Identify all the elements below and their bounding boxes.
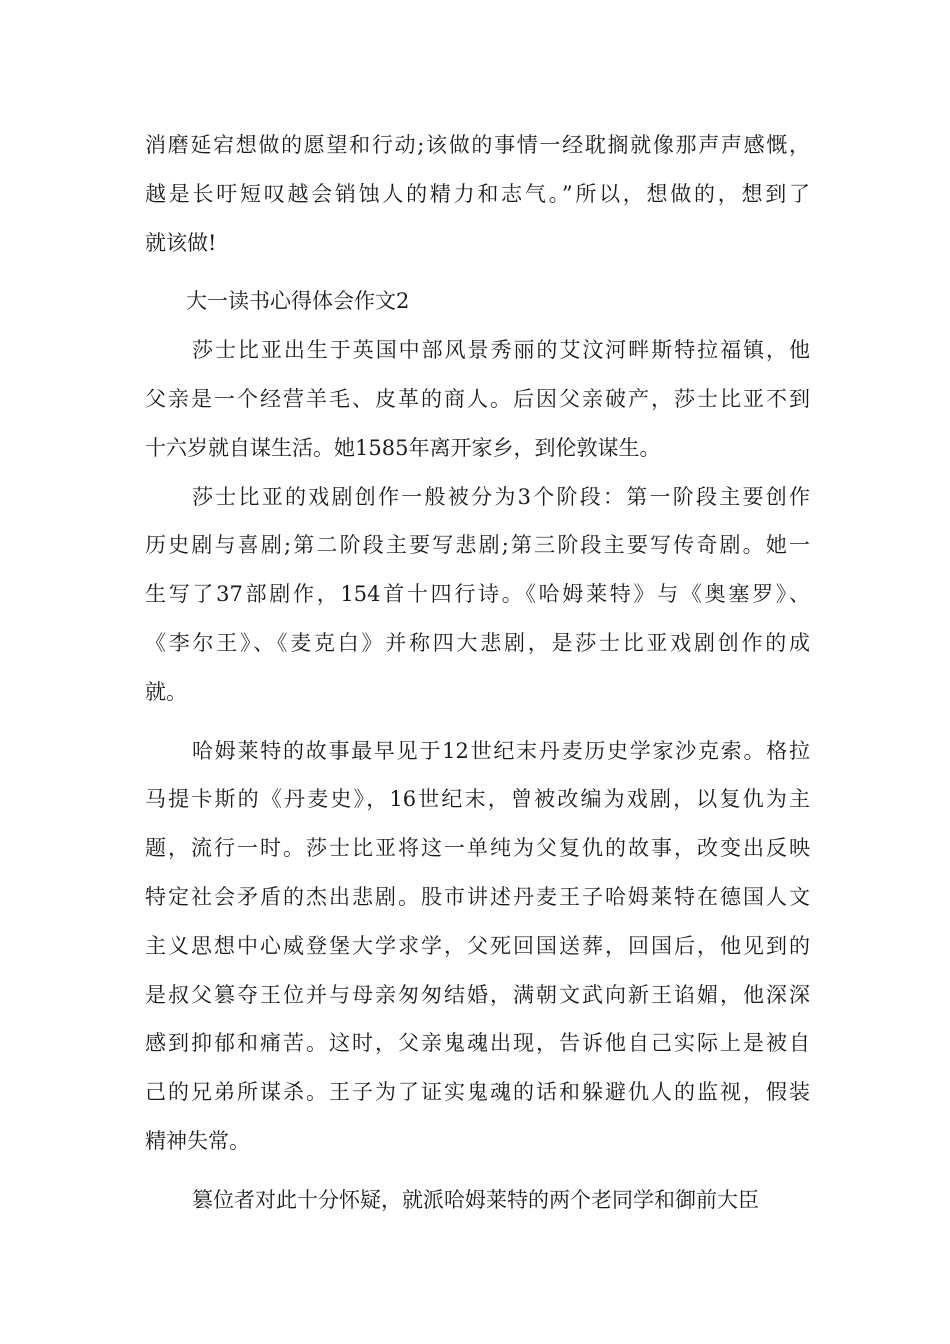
continuation-paragraph <box>145 121 810 267</box>
paragraph-4 <box>145 1176 810 1225</box>
paragraph-2 <box>145 473 810 717</box>
paragraph-3 <box>145 727 810 1166</box>
text-line: 精神失常。 <box>145 1128 250 1153</box>
text-line: 十六岁就自谋生活。她1585年离开家乡，到伦敦谋生。 <box>145 435 661 460</box>
paragraph-gap <box>145 1166 810 1176</box>
text-line: 莎士比亚的戏剧创作一般被分为3个阶段：第一阶段主要创作 <box>192 484 810 509</box>
text-line: 父亲是一个经营羊毛、皮革的商人。后因父亲破产，莎士比亚不到 <box>145 386 810 411</box>
text-line: 莎士比亚出生于英国中部风景秀丽的艾汶河畔斯特拉福镇，他 <box>192 338 810 363</box>
text-line: 是叔父篡夺王位并与母亲匆匆结婚，满朝文武向新王谄媚，他深深 <box>145 982 810 1007</box>
section-title-text: 大一读书心得体会作文2 <box>186 289 410 314</box>
text-line: 感到抑郁和痛苦。这时，父亲鬼魂出现，告诉他自己实际上是被自 <box>145 1031 810 1056</box>
document-body <box>145 121 810 1225</box>
text-line: 生写了37部剧作，154首十四行诗。《哈姆莱特》与《奥塞罗》、 <box>145 582 810 607</box>
text-line: 己的兄弟所谋杀。王子为了证实鬼魂的话和躲避仇人的监视，假装 <box>145 1080 810 1105</box>
text-line: 消磨延宕想做的愿望和行动;该做的事情一经耽搁就像那声声感慨， <box>145 133 810 157</box>
text-line: 篡位者对此十分怀疑，就派哈姆莱特的两个老同学和御前大臣 <box>192 1187 759 1212</box>
text-line: 马提卡斯的《丹麦史》，16世纪末，曾被改编为戏剧，以复仇为主 <box>145 787 810 812</box>
paragraph-1 <box>145 326 810 472</box>
text-line: 就。 <box>145 679 187 704</box>
paragraph-gap <box>145 717 810 727</box>
text-line: 历史剧与喜剧;第二阶段主要写悲剧;第三阶段主要写传奇剧。她一 <box>145 533 810 558</box>
section-title <box>145 277 810 326</box>
text-line: 越是长吁短叹越会销蚀人的精力和志气。”所以，想做的，想到了 <box>145 181 810 206</box>
text-line: 就该做! <box>145 230 217 255</box>
text-line: 特定社会矛盾的杰出悲剧。股市讲述丹麦王子哈姆莱特在德国人文 <box>145 884 810 909</box>
text-line: 哈姆莱特的故事最早见于12世纪末丹麦历史学家沙克索。格拉 <box>192 738 810 763</box>
text-line: 主义思想中心威登堡大学求学，父死回国送葬，回国后，他见到的 <box>145 933 810 958</box>
paragraph-gap <box>145 267 810 277</box>
text-line: 题，流行一时。莎士比亚将这一单纯为父复仇的故事，改变出反映 <box>145 836 810 861</box>
text-line: 《李尔王》、《麦克白》并称四大悲剧，是莎士比亚戏剧创作的成 <box>145 630 810 655</box>
